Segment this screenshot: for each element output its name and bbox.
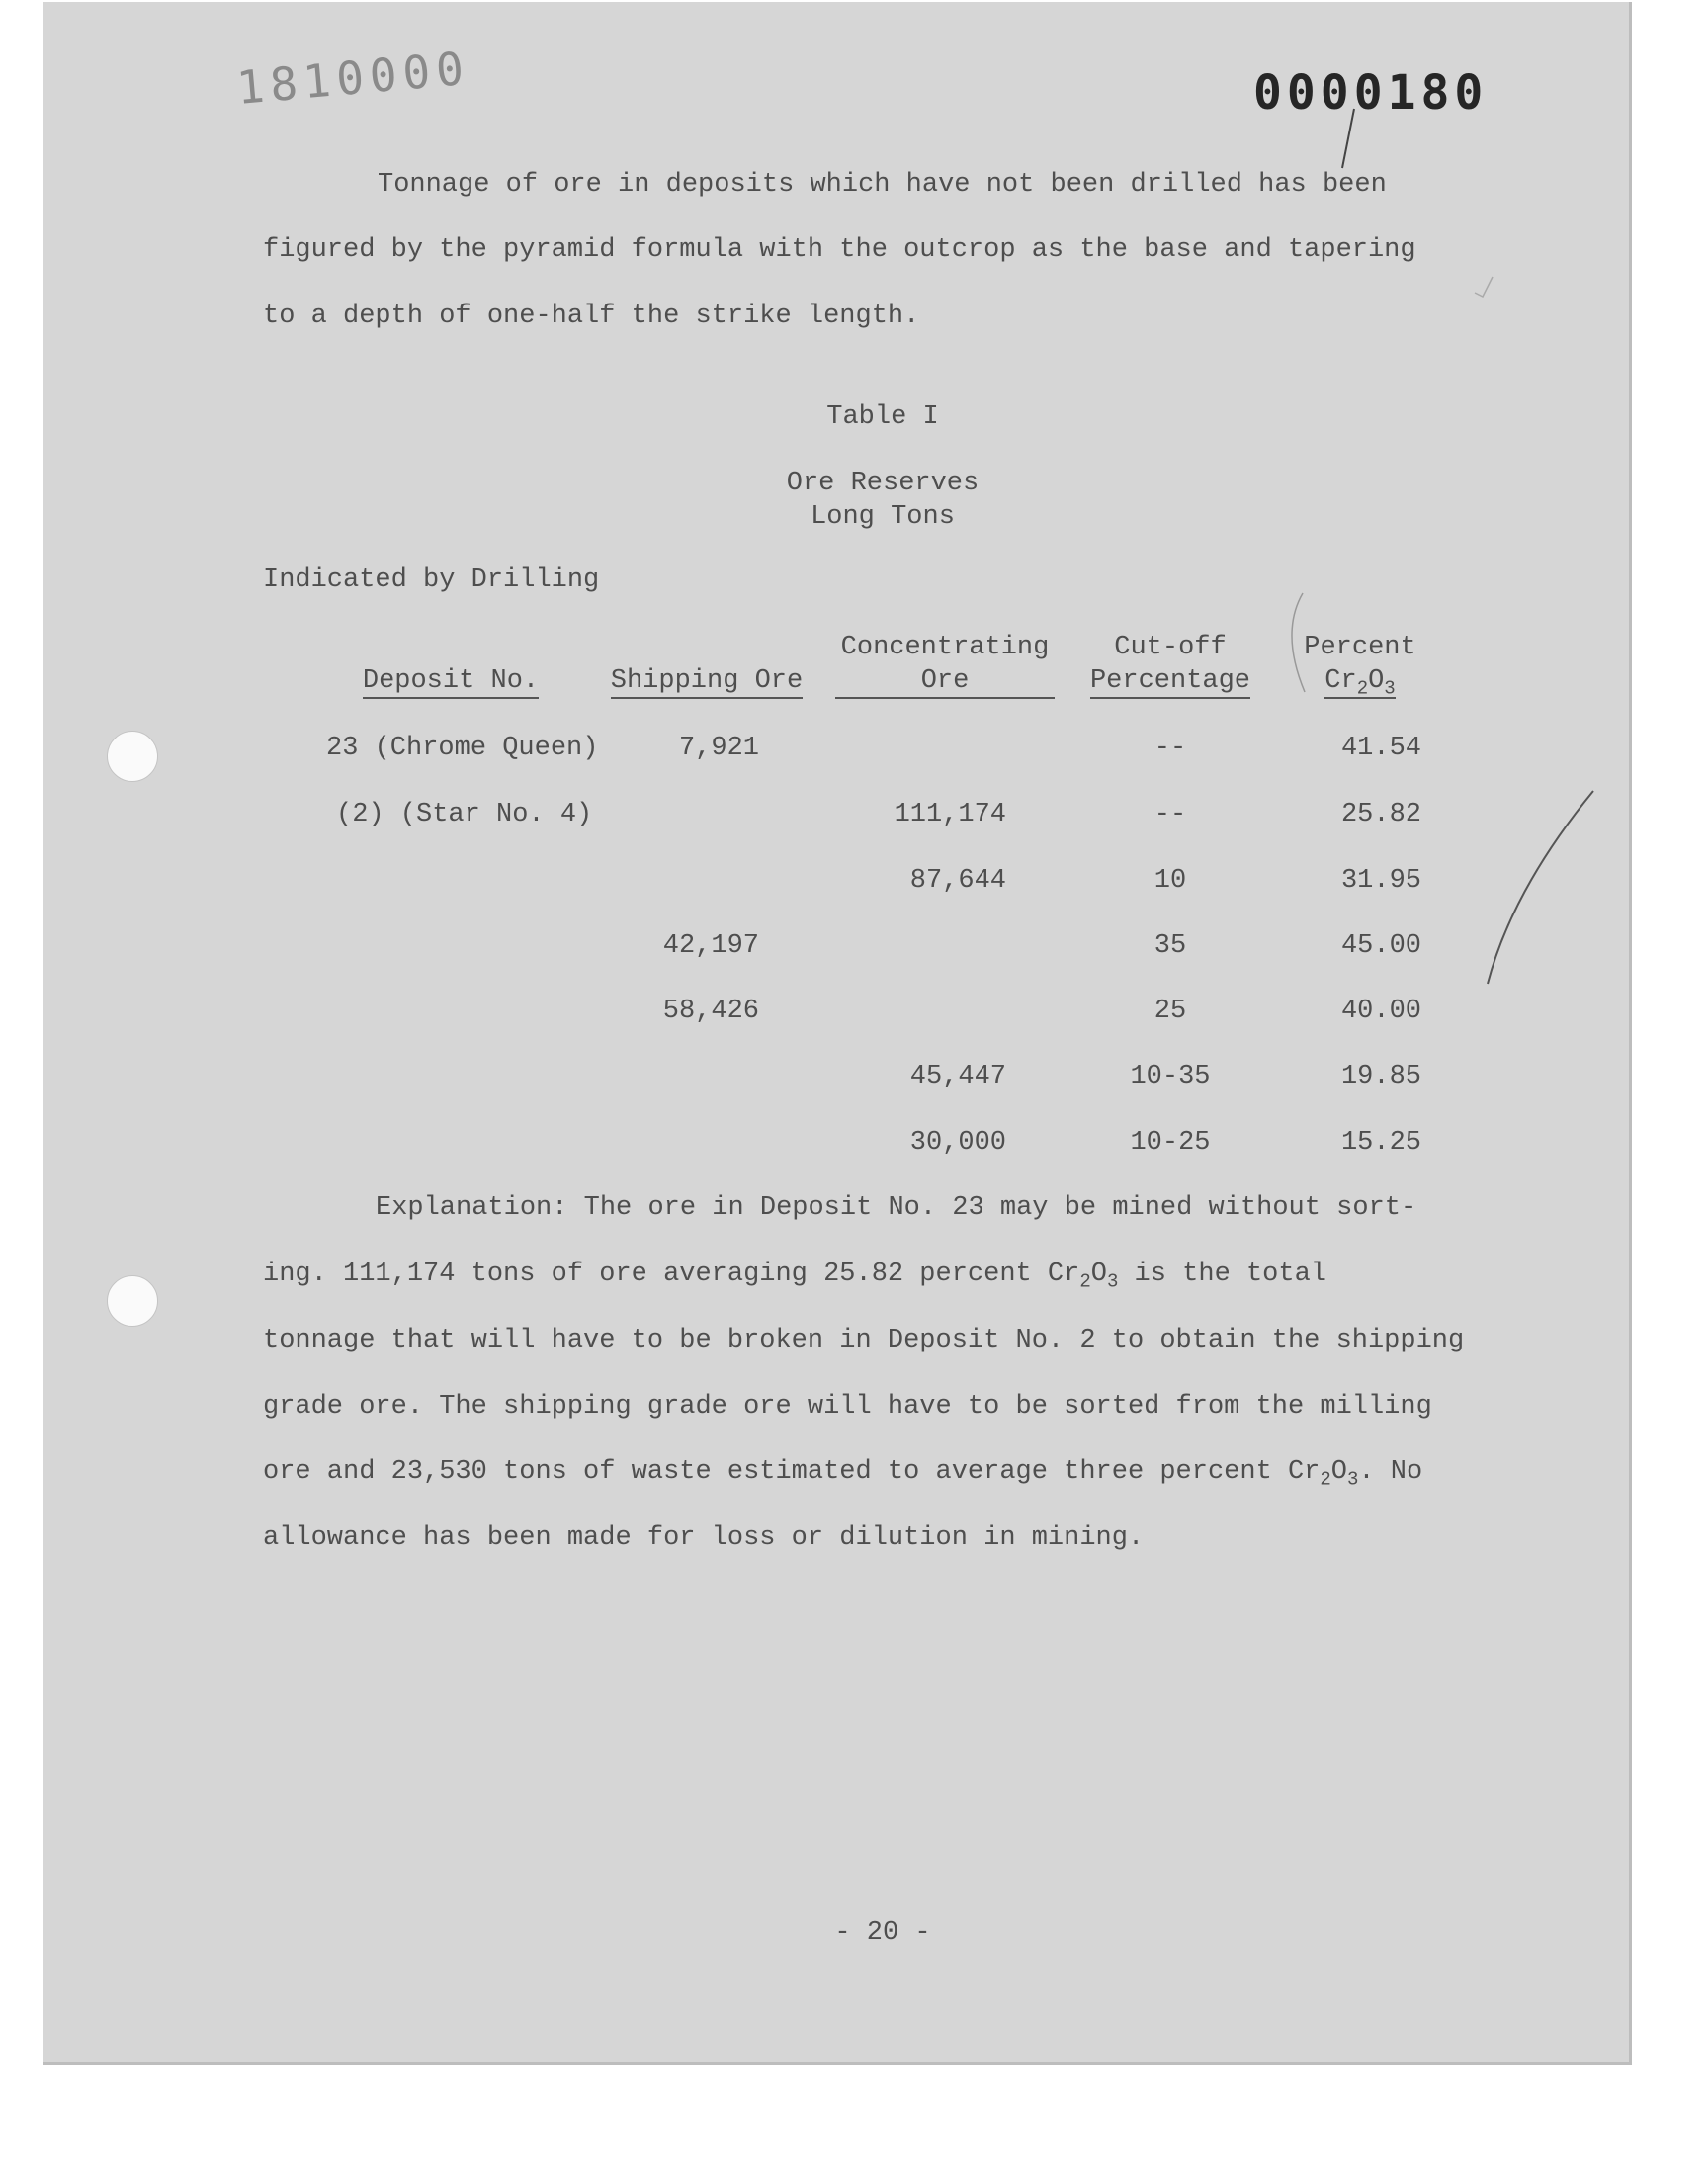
intro-line-1: Tonnage of ore in deposits which have not been drilled has been <box>378 170 1387 200</box>
intro-line-3: to a depth of one-half the strike length. <box>263 302 920 331</box>
punch-hole <box>107 1275 158 1327</box>
table-cell-cutoff: -- <box>1153 800 1187 829</box>
table-cell-concentrating: 87,644 <box>909 866 1006 896</box>
table-cell-percent: 25.82 <box>1340 800 1421 829</box>
page-number: - 20 - <box>834 1918 931 1948</box>
table-cell-shipping: 42,197 <box>662 931 759 961</box>
table-subtitle-1: Ore Reserves <box>786 469 980 498</box>
table-subtitle-2: Long Tons <box>811 502 955 532</box>
header-cutoff-1: Cut-off <box>1114 633 1227 662</box>
punch-hole <box>107 731 158 782</box>
table-cell-percent: 45.00 <box>1340 931 1421 961</box>
bates-stamp-right: 0000180 <box>1253 65 1489 121</box>
table-cell-deposit: 23 (Chrome Queen) <box>326 734 599 763</box>
header-concentrating-2: Ore <box>835 666 1055 699</box>
explanation-line-6: allowance has been made for loss or dilution in mining. <box>263 1523 1145 1553</box>
explanation-line-1: Explanation: The ore in Deposit No. 23 may be mined without sort- <box>376 1193 1417 1223</box>
bates-stamp-left: 1810000 <box>234 41 471 115</box>
header-shipping: Shipping Ore <box>605 666 809 696</box>
table-cell-cutoff: 10 <box>1153 866 1187 896</box>
table-cell-percent: 15.25 <box>1340 1128 1421 1158</box>
table-cell-shipping: 7,921 <box>678 734 759 763</box>
explanation-line-5: ore and 23,530 tons of waste estimated to average three percent $Cr_2O_3$. No <box>263 1457 1423 1491</box>
explanation-line-2: ing. 111,174 tons of ore averaging 25.82 percent $Cr_2O_3$ is the total <box>263 1260 1326 1293</box>
table-cell-concentrating: 111,174 <box>894 800 1006 829</box>
table-cell-shipping: 58,426 <box>662 997 759 1026</box>
header-percent-2: $Cr_2O_3$ <box>1324 666 1396 700</box>
table-cell-cutoff: 25 <box>1153 997 1187 1026</box>
table-cell-concentrating: 45,447 <box>909 1062 1006 1091</box>
table-cell-percent: 31.95 <box>1340 866 1421 896</box>
header-concentrating-1: Concentrating <box>840 633 1050 662</box>
header-percent-1: Percent <box>1304 633 1416 662</box>
table-cell-cutoff: 10-25 <box>1130 1128 1211 1158</box>
table-cell-percent: 41.54 <box>1340 734 1421 763</box>
table-title: Table I <box>826 402 939 432</box>
table-cell-concentrating: 30,000 <box>909 1128 1006 1158</box>
table-cell-cutoff: -- <box>1153 734 1187 763</box>
intro-line-2: figured by the pyramid formula with the outcrop as the base and tapering <box>263 235 1416 265</box>
table-cell-percent: 40.00 <box>1340 997 1421 1026</box>
table-cell-percent: 19.85 <box>1340 1062 1421 1091</box>
header-cutoff-2: Percentage <box>1083 666 1257 696</box>
header-deposit: Deposit No. <box>358 666 544 696</box>
explanation-line-4: grade ore. The shipping grade ore will have to be sorted from the milling <box>263 1392 1432 1422</box>
table-cell-deposit: (2) (Star No. 4) <box>336 800 593 829</box>
explanation-line-3: tonnage that will have to be broken in Deposit No. 2 to obtain the shipping <box>263 1326 1465 1355</box>
section-label: Indicated by Drilling <box>263 566 600 595</box>
table-cell-cutoff: 35 <box>1153 931 1187 961</box>
table-cell-cutoff: 10-35 <box>1130 1062 1211 1091</box>
